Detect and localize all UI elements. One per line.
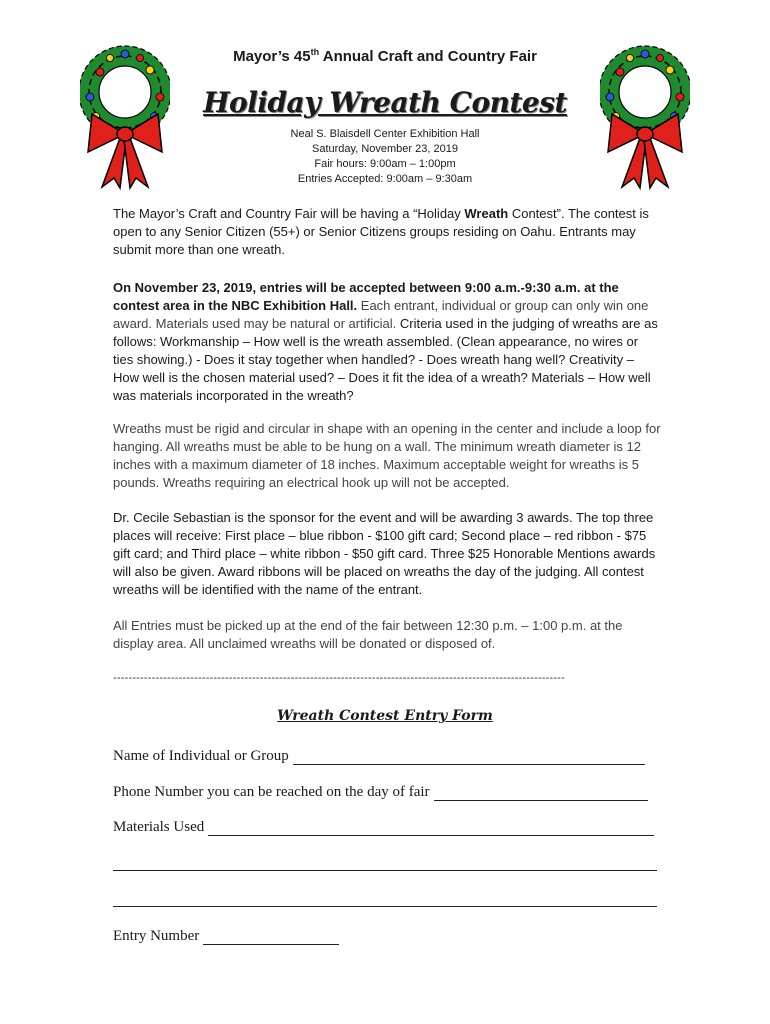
entry-number-input-line[interactable] xyxy=(203,930,339,945)
name-label: Name of Individual or Group xyxy=(113,748,289,764)
phone-label: Phone Number you can be reached on the day of fair xyxy=(113,784,430,800)
name-field[interactable] xyxy=(113,748,645,765)
event-date: Saturday, November 23, 2019 xyxy=(312,143,458,155)
venue: Neal S. Blaisdell Center Exhibition Hall xyxy=(290,128,480,140)
phone-field[interactable] xyxy=(113,784,648,801)
materials-label: Materials Used xyxy=(113,819,205,835)
intro-text-rest: Contest”. The contest is open to any Senior Citizen (55+) or Senior Citizens groups residing on Oahu. Entrants may submit more than one wreath. xyxy=(113,206,649,257)
materials-field[interactable] xyxy=(113,819,654,836)
pickup-paragraph: All Entries must be picked up at the end of the fair between 12:30 p.m. – 1:00 p.m. at the display area. All unclaimed wreaths will be donated or disposed of. xyxy=(113,618,623,651)
materials-input-line[interactable] xyxy=(208,821,654,836)
fair-title xyxy=(0,47,770,65)
rules-lead: On November 23, 2019, entries will be accepted between 9:00 a.m.-9:30 a.m. at the contest area in the NBC Exhibition Hall. xyxy=(113,280,619,313)
fair-title-text-rest: Annual Craft and Country Fair xyxy=(319,48,537,65)
fair-title-sup: th xyxy=(310,47,320,57)
materials-extra-line-1[interactable] xyxy=(113,869,657,871)
cut-line: --------------------------------------------------------------------------------------------------------------------- xyxy=(113,672,565,684)
entry-number-label: Entry Number xyxy=(113,928,200,944)
rules-paragraph xyxy=(113,279,661,405)
fair-title-text: Mayor’s 45 xyxy=(233,48,311,65)
contest-title: Holiday Wreath Contest xyxy=(203,86,567,119)
event-info xyxy=(0,127,770,187)
awards-paragraph: Dr. Cecile Sebastian is the sponsor for the event and will be awarding 3 awards. The top three places will receive: First place – blue ribbon - $100 gift card; Second place – red ribbon - $75 gift card; and Third place – white ribbon - $50 gift card. Three $25 Honorable Mentions awards will also be given. Award ribbons will be placed on wreaths the day of the judging. All contest wreaths will be identified with the name of the entrant. xyxy=(113,510,656,597)
entry-number-field[interactable] xyxy=(113,928,339,945)
intro-paragraph xyxy=(113,205,661,259)
rules-criteria: Criteria used in the judging of wreaths are as follows: Workmanship – How well is the wreath assembled. (Clean appearance, no wires or ties showing.) - Does it stay together when handled? - Does wreath hang well? Creativity – How well is the chosen material used? – Does it fit the idea of a wreath? Materials – How well was materials incorporated in the wreath? xyxy=(113,316,658,403)
entry-hours: Entries Accepted: 9:00am – 9:30am xyxy=(297,173,473,185)
phone-input-line[interactable] xyxy=(434,786,648,801)
fair-hours: Fair hours: 9:00am – 1:00pm xyxy=(314,158,456,170)
intro-text: The Mayor’s Craft and Country Fair will be having a “Holiday xyxy=(113,206,465,221)
intro-bold: Wreath xyxy=(464,206,509,221)
name-input-line[interactable] xyxy=(293,750,645,765)
materials-extra-line-2[interactable] xyxy=(113,905,657,907)
requirements-paragraph: Wreaths must be rigid and circular in shape with an opening in the center and include a loop for hanging. All wreaths must be able to be hung on a wall. The minimum wreath diameter is 12 inches with a maximum diameter of 18 inches. Maximum acceptable weight for wreaths is 5 pounds. Wreaths requiring an electrical hook up will not be accepted. xyxy=(113,421,661,490)
rules-materials: Each entrant, individual or group can only win one award. Materials used may be natural or artificial. xyxy=(113,298,649,331)
entry-form-title: Wreath Contest Entry Form xyxy=(277,708,493,724)
